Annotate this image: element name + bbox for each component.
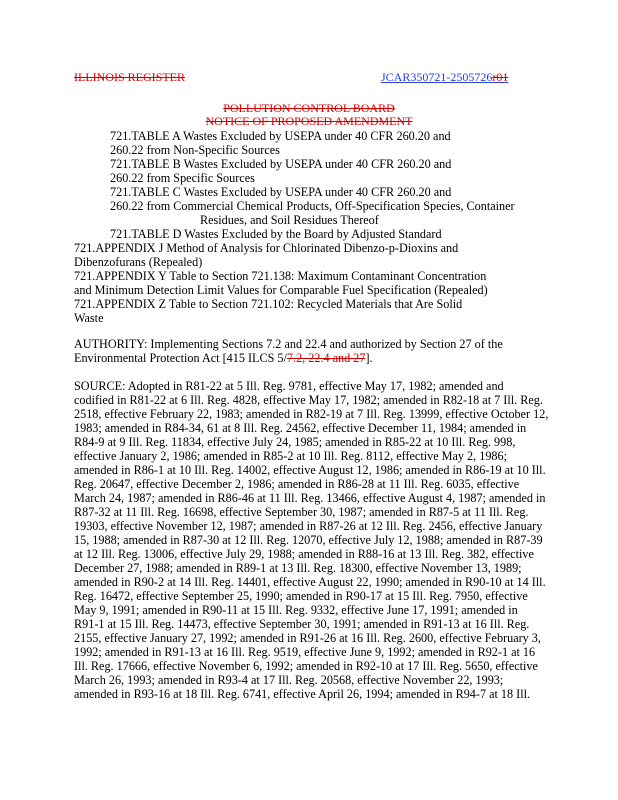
- authority-paragraph: [74, 337, 574, 365]
- board-title: POLLUTION CONTROL BOARD: [223, 101, 395, 115]
- toc-entry-b-cont: 260.22 from Specific Sources: [110, 171, 255, 185]
- source-line: 2518, effective February 22, 1983; amended in R82-19 at 7 Ill. Reg. 13999, effective October 12,: [74, 407, 549, 421]
- appendix-j: 721.APPENDIX J Method of Analysis for Chlorinated Dibenzo-p-Dioxins and: [74, 241, 459, 255]
- source-line: R91-1 at 15 Ill. Reg. 14473, effective September 30, 1991; amended in R91-13 at 16 Ill. Reg.: [74, 617, 530, 631]
- jcar-code-tail: r01: [492, 70, 509, 84]
- source-line: Reg. 20647, effective December 2, 1986; amended in R86-28 at 11 Ill. Reg. 6035, effective: [74, 477, 520, 491]
- source-line: R84-9 at 9 Ill. Reg. 11834, effective July 24, 1985; amended in R85-22 at 10 Ill. Reg. 998,: [74, 435, 516, 449]
- source-line: amended in R90-2 at 14 Ill. Reg. 14401, effective August 22, 1990; amended in R90-10 at 14 Ill.: [74, 575, 546, 589]
- source-line: 2155, effective January 27, 1992; amended in R91-26 at 16 Ill. Reg. 2600, effective February 3,: [74, 631, 541, 645]
- authority-line-1: AUTHORITY: Implementing Sections 7.2 and 22.4 and authorized by Section 27 of the: [74, 337, 503, 351]
- source-line: 1992; amended in R91-13 at 16 Ill. Reg. 9519, effective June 9, 1992; amended in R92-1 at 16: [74, 645, 536, 659]
- notice-title: NOTICE OF PROPOSED AMENDMENT: [205, 114, 413, 128]
- jcar-code-main: JCAR350721-2505726: [381, 70, 493, 84]
- source-line: 15, 1988; amended in R87-30 at 12 Ill. Reg. 12070, effective July 12, 1988; amended in R87-39: [74, 533, 543, 547]
- source-line: December 27, 1988; amended in R89-1 at 13 Ill. Reg. 18300, effective November 13, 1989;: [74, 561, 522, 575]
- authority-end: ].: [365, 351, 373, 365]
- register-header: ILLINOIS REGISTER: [74, 70, 185, 84]
- authority-line-2: [74, 351, 574, 365]
- appendix-z: 721.APPENDIX Z Table to Section 721.102: Recycled Materials that Are Solid: [74, 297, 463, 311]
- source-line: Ill. Reg. 17666, effective November 6, 1992; amended in R92-10 at 17 Ill. Reg. 5650, effective: [74, 659, 538, 673]
- source-line: at 12 Ill. Reg. 13006, effective July 29, 1988; amended in R88-16 at 13 Ill. Reg. 382, effective: [74, 547, 534, 561]
- toc-entry-c: 721.TABLE C Wastes Excluded by USEPA under 40 CFR 260.20 and: [110, 185, 452, 199]
- toc-entry-a: 721.TABLE A Wastes Excluded by USEPA under 40 CFR 260.20 and: [110, 129, 451, 143]
- source-line: R87-32 at 11 Ill. Reg. 16698, effective September 30, 1987; amended in R87-5 at 11 Ill. Reg.: [74, 505, 529, 519]
- jcar-code: [381, 70, 508, 84]
- appendix-y-cont: and Minimum Detection Limit Values for Comparable Fuel Specification (Repealed): [74, 283, 488, 297]
- source-line: amended in R86-1 at 10 Ill. Reg. 14002, effective August 12, 1986; amended in R86-19 at 10 Ill.: [74, 463, 546, 477]
- source-line: May 9, 1991; amended in R90-11 at 15 Ill. Reg. 9332, effective June 17, 1991; amended in: [74, 603, 518, 617]
- toc-entry-c-cont2: Residues, and Soil Residues Thereof: [200, 213, 379, 227]
- source-paragraph: [74, 379, 574, 701]
- source-line: amended in R93-16 at 18 Ill. Reg. 6741, effective April 26, 1994; amended in R94-7 at 18 Ill.: [74, 687, 531, 701]
- toc-entry-d: 721.TABLE D Wastes Excluded by the Board by Adjusted Standard: [110, 227, 442, 241]
- toc-entry-a-cont: 260.22 from Non-Specific Sources: [110, 143, 280, 157]
- source-line: SOURCE: Adopted in R81-22 at 5 Ill. Reg. 9781, effective May 17, 1982; amended and: [74, 379, 504, 393]
- toc-entry-c-cont: 260.22 from Commercial Chemical Products, Off-Specification Species, Container: [110, 199, 515, 213]
- source-line: codified in R81-22 at 6 Ill. Reg. 4828, effective May 17, 1982; amended in R82-18 at 7 Ill. Reg.: [74, 393, 543, 407]
- source-line: March 24, 1987; amended in R86-46 at 11 Ill. Reg. 13466, effective August 4, 1987; amended in: [74, 491, 546, 505]
- appendix-y: 721.APPENDIX Y Table to Section 721.138: Maximum Contaminant Concentration: [74, 269, 487, 283]
- appendix-z-cont: Waste: [74, 311, 104, 325]
- appendix-j-cont: Dibenzofurans (Repealed): [74, 255, 203, 269]
- authority-struck-text: 7.2, 22.4 and 27: [286, 351, 366, 365]
- source-line: 19303, effective November 12, 1987; amended in R87-26 at 12 Ill. Reg. 2456, effective January: [74, 519, 543, 533]
- source-line: effective January 2, 1986; amended in R85-2 at 10 Ill. Reg. 8112, effective May 2, 1986;: [74, 449, 507, 463]
- table-of-contents: [74, 129, 574, 325]
- source-line: March 26, 1993; amended in R93-4 at 17 Ill. Reg. 20568, effective November 22, 1993;: [74, 673, 504, 687]
- source-line: Reg. 16472, effective September 25, 1990; amended in R90-17 at 15 Ill. Reg. 7950, effective: [74, 589, 528, 603]
- toc-entry-b: 721.TABLE B Wastes Excluded by USEPA under 40 CFR 260.20 and: [110, 157, 452, 171]
- source-line: 1983; amended in R84-34, 61 at 8 Ill. Reg. 24562, effective December 11, 1984; amended in: [74, 421, 527, 435]
- authority-citation: Environmental Protection Act [415 ILCS 5/: [74, 351, 287, 365]
